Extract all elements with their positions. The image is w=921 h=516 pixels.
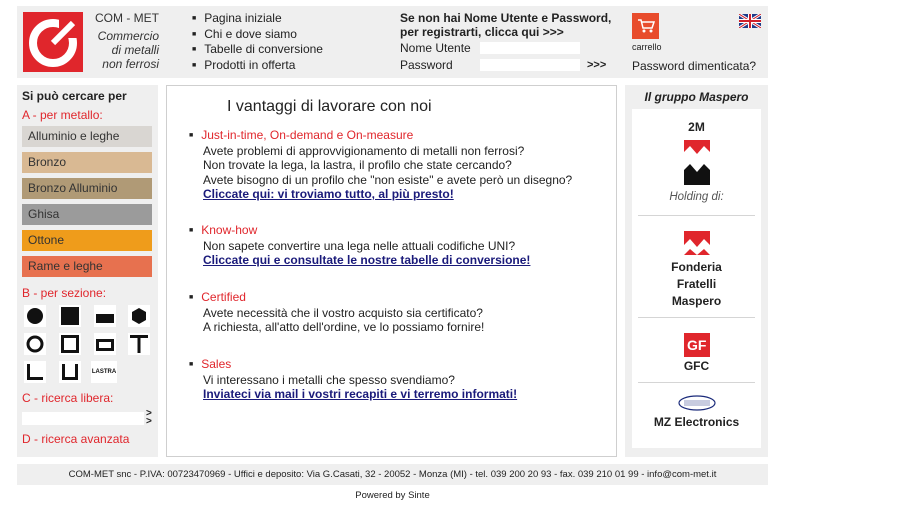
divider [638,382,755,383]
advantage-heading: ■ Certified [189,290,609,306]
advantage-heading: ■ Know-how [189,223,609,239]
u-profile-icon[interactable] [59,361,81,383]
login-submit-button[interactable]: >>> [587,59,607,71]
by-section-heading: B - per sezione: [22,286,107,300]
square-tube-icon[interactable] [59,333,81,355]
round-tube-icon[interactable] [24,333,46,355]
metal-cast-iron[interactable]: Ghisa [22,204,152,225]
username-field[interactable] [480,42,580,54]
company-name: Maspero [671,294,722,308]
group-sidebar [625,85,768,457]
footer: COM-MET snc - P.IVA: 00723470969 - Uffici e deposito: Via G.Casati, 32 - 20052 - Monza (MI) - tel. 039 200 20 93 - fax. 039 210 01 99 - info@com-met.it [17,464,768,485]
group-heading: Il gruppo Maspero [644,90,749,104]
nav-offers[interactable]: ■ Prodotti in offerta [192,58,323,74]
brand [87,11,159,71]
angle-profile-icon[interactable] [24,361,46,383]
cart-icon[interactable] [632,13,659,39]
advantage-text: Non sapete convertire una lega nelle attuali codifiche UNI? [203,238,516,253]
mail-subscribe-link[interactable]: Inviateci via mail i vostri recapiti e vi terremo informati! [203,387,518,401]
metal-bronze[interactable]: Bronzo [22,152,152,173]
metal-copper[interactable]: Rame e leghe [22,256,152,277]
cart-label[interactable]: carrello [632,42,662,52]
header [17,6,768,78]
rect-tube-icon[interactable] [94,333,116,355]
fonderia-logo-icon[interactable] [684,231,710,258]
gfc-logo-icon[interactable] [684,333,710,360]
free-search-heading: C - ricerca libera: [22,391,114,405]
metal-aluminium[interactable]: Alluminio e leghe [22,126,152,147]
conversion-tables-link[interactable]: Cliccate qui e consultate le nostre tabelle di conversione! [203,253,531,267]
free-search-input[interactable] [22,412,144,425]
nav-conversion-tables[interactable]: ■ Tabelle di conversione [192,42,323,58]
nav-home[interactable]: ■ Pagina iniziale [192,11,323,27]
t-profile-icon[interactable] [128,333,150,355]
password-label: Password [400,58,453,72]
company-name: Fratelli [676,277,717,291]
advantage-text: Vi interessano i metalli che spesso svendiamo? [203,372,455,387]
hexagon-bar-icon[interactable] [128,305,150,327]
advantage-text: Avete problemi di approvvigionamento di metalli non ferrosi? [203,143,525,158]
advanced-search-link[interactable]: D - ricerca avanzata [22,432,130,446]
register-line: Se non hai Nome Utente e Password, [400,11,612,25]
advantage-block [189,357,609,402]
search-sidebar [17,85,158,457]
round-bar-icon[interactable] [24,305,46,327]
2m-label: 2M [688,120,705,134]
company-name: Fonderia [671,260,722,274]
go-glyph: > [146,408,152,419]
advantage-text: Non trovate la lega, la lastra, il profilo che state cercando? [203,158,512,172]
advantage-block [189,290,609,335]
go-glyph: > [146,416,152,427]
tagline-line: di metalli [111,43,159,57]
gfc-label: GFC [683,359,710,373]
divider [638,215,755,216]
mz-label: MZ Electronics [653,415,740,429]
sheet-icon[interactable] [91,361,117,383]
forgot-password-link[interactable]: Password dimenticata? [632,59,757,73]
advantage-heading: ■ Just-in-time, On-demand e On-measure [189,128,609,144]
advantage-heading: ■ Sales [189,357,609,373]
tagline-line: Commercio [97,29,159,43]
metal-aluminium-bronze[interactable]: Bronzo Alluminio [22,178,152,199]
advantage-block [189,223,609,268]
divider [638,317,755,318]
metal-brass[interactable]: Ottone [22,230,152,251]
tagline-line: non ferrosi [102,57,159,71]
username-row [400,40,625,56]
company-logo[interactable] [23,12,83,72]
powered-by[interactable]: Powered by Sinte [355,490,430,501]
uk-flag-icon[interactable] [739,14,761,28]
2m-logo-icon[interactable] [684,140,710,188]
advantage-block [189,128,609,202]
main-content [166,85,617,457]
password-field[interactable] [480,59,580,71]
by-metal-heading: A - per metallo: [22,108,103,122]
mz-logo-icon[interactable] [678,395,716,414]
group-panel [632,109,761,448]
free-search-go-button[interactable] [146,410,152,426]
svg-text:GF: GF [687,337,707,353]
password-row [400,57,625,73]
page-title: I vantaggi di lavorare con noi [227,98,432,115]
register-line: per registrarti, clicca qui >>> [400,25,564,39]
flat-bar-icon[interactable] [94,305,116,327]
brand-tagline [87,29,159,71]
advantage-text: A richiesta, all'atto dell'ordine, ve lo possiamo fornire! [203,320,485,334]
cart[interactable] [632,13,662,52]
nav-about[interactable]: ■ Chi e dove siamo [192,27,323,43]
username-label: Nome Utente [400,41,471,55]
square-bar-icon[interactable] [59,305,81,327]
brand-name: COM - MET [95,11,159,25]
advantage-text: Avete bisogno di un profilo che "non esiste" e avete però un disegno? [203,172,573,187]
find-everything-link[interactable]: Cliccate qui: vi troviamo tutto, al più presto! [203,187,454,201]
advantage-text: Avete necessità che il vostro acquisto sia certificato? [203,305,483,320]
login-form [400,11,625,73]
top-nav [192,11,323,73]
search-heading: Si può cercare per [22,89,127,103]
holding-label: Holding di: [669,191,724,203]
register-prompt[interactable] [400,11,625,39]
sheet-label: LASTRA [91,369,117,375]
